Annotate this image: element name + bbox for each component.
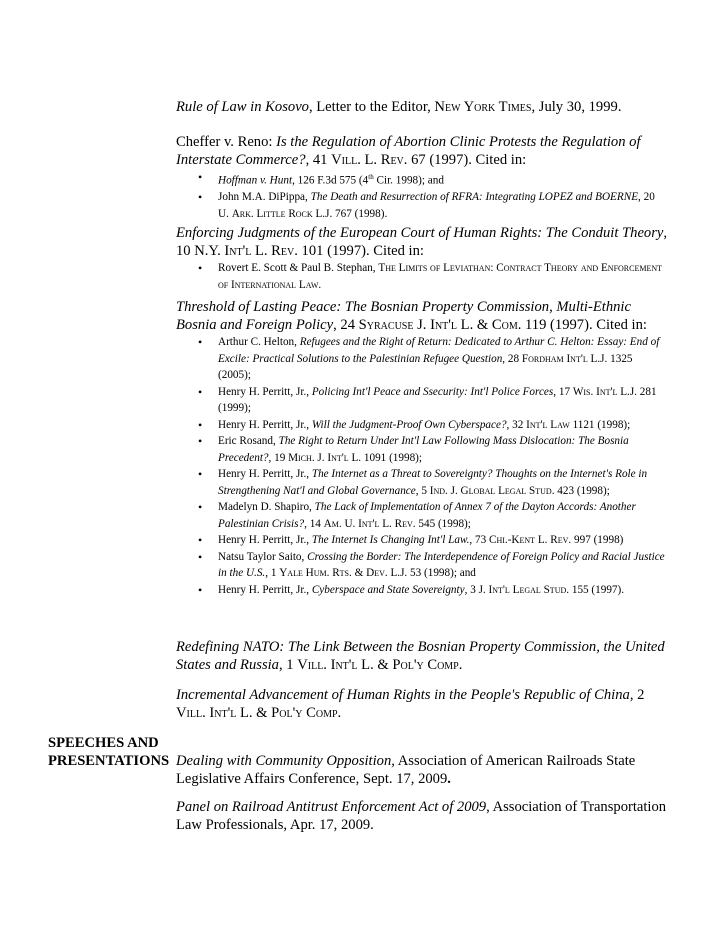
citation-text: 997 (1998) bbox=[571, 534, 624, 546]
section-heading-line: SPEECHES AND bbox=[48, 735, 159, 751]
journal-name: Int'l L. Rev. bbox=[224, 243, 298, 259]
publication-title: Threshold of Lasting Peace: The Bosnian Property Commission, Multi-Ethnic Bosnia and Foreign Policy bbox=[176, 299, 631, 333]
cited-in-list bbox=[176, 169, 668, 222]
presentation-details: , Association of Transportation Law Professionals, Apr. 17, 2009. bbox=[176, 799, 667, 833]
publication-title: Incremental Advancement of Human Rights in the People's Republic of China bbox=[176, 687, 630, 703]
list-item bbox=[176, 433, 668, 466]
journal-name: Ind. J. Global Legal Stud. bbox=[429, 484, 555, 497]
citation-text: 423 (1998); bbox=[554, 484, 610, 497]
cited-in-list bbox=[176, 334, 668, 598]
cited-in-list bbox=[176, 260, 668, 293]
publication-entry bbox=[176, 298, 668, 598]
journal-name: Am. U. Int'l L. Rev. bbox=[323, 517, 416, 530]
citation-text: , 14 bbox=[304, 517, 324, 530]
author: Henry H. Perritt, Jr., bbox=[218, 385, 312, 398]
citation-text: Cir. 1998); and bbox=[373, 174, 444, 187]
citation-text: 67 (1997). Cited in: bbox=[407, 152, 527, 168]
bullet-icon: • bbox=[198, 261, 203, 275]
article-title: Cyberspace and State Sovereignty bbox=[311, 583, 465, 596]
citation-text: L.J. 53 (1998); and bbox=[387, 567, 476, 579]
journal-name: New York Times bbox=[434, 99, 532, 115]
journal-name: Yale Hum. Rts. & Dev. bbox=[279, 567, 388, 579]
section-heading bbox=[48, 734, 169, 770]
citation-text: , 73 bbox=[469, 534, 489, 546]
citation-text: , 126 F.3d 575 (4 bbox=[292, 174, 369, 187]
article-title: The Lack of Implementation of Annex 7 of the Dayton Accords: Another Palestinian Crisis? bbox=[218, 501, 636, 530]
citation-text: 1121 (1998); bbox=[569, 418, 631, 431]
list-item bbox=[176, 169, 668, 189]
presentation-entry bbox=[176, 752, 668, 788]
list-item bbox=[176, 189, 668, 222]
article-title: Crossing the Border: The Interdependence of Foreign Policy and Racial Justice in the U.S. bbox=[218, 550, 665, 579]
citation-text: , 1 bbox=[265, 567, 280, 579]
bullet-icon: • bbox=[198, 434, 203, 448]
article-title: The Internet Is Changing Int'l Law. bbox=[311, 534, 470, 546]
citation-text: , 10 N.Y. bbox=[176, 225, 668, 259]
list-item bbox=[176, 499, 668, 532]
case-name: Cheffer v. Reno: bbox=[176, 134, 277, 150]
citation-text: 545 (1998); bbox=[415, 517, 471, 530]
citation-text: , 28 bbox=[502, 352, 522, 365]
section-heading-line: PRESENTATIONS bbox=[48, 753, 170, 769]
journal-name: Int'l Legal Stud. bbox=[488, 583, 570, 596]
publication-entry bbox=[176, 224, 668, 293]
list-item bbox=[176, 417, 668, 434]
list-item bbox=[176, 582, 668, 599]
citation-text: 119 (1997). Cited in: bbox=[521, 317, 647, 333]
list-item bbox=[176, 549, 668, 582]
publication-title: Is the Regulation of Abortion Clinic Protests the Regulation of Interstate Commerce? bbox=[176, 134, 641, 168]
journal-name: Vill. L. Rev. bbox=[331, 152, 408, 168]
citation-text: 19 bbox=[271, 451, 289, 464]
citation-text: , Letter to the Editor, bbox=[308, 99, 435, 115]
author: Henry H. Perritt, Jr., bbox=[218, 418, 312, 431]
journal-name: Syracuse bbox=[358, 317, 414, 333]
journal-name: Fordham Int'l bbox=[521, 352, 588, 365]
list-item bbox=[176, 334, 668, 384]
journal-name: Int'l bbox=[430, 317, 458, 333]
author: Henry H. Perritt, Jr., bbox=[218, 468, 312, 480]
citation-text: , 17 bbox=[553, 385, 573, 398]
citation-text: J. bbox=[413, 317, 431, 333]
article-title: Policing Int'l Peace and Ssecurity: Int'l Police Forces bbox=[311, 385, 554, 398]
list-item bbox=[176, 384, 668, 417]
list-item bbox=[176, 260, 668, 293]
citation-text: L. & bbox=[457, 317, 492, 333]
citation-text: , 5 bbox=[415, 484, 430, 497]
publication-entry bbox=[176, 686, 668, 722]
bullet-icon: • bbox=[198, 500, 203, 514]
article-title: The Internet as a Threat to Sovereignty? Thoughts on the Internet's Role in Strengthening Nat'l and Global Governance bbox=[218, 468, 648, 497]
publication-entry bbox=[176, 638, 668, 674]
journal-name: Vill. Int'l L. & Pol'y Comp. bbox=[297, 657, 463, 673]
list-item bbox=[176, 532, 668, 549]
citation-text: 155 (1997). bbox=[569, 583, 625, 596]
citation-text: , 24 bbox=[333, 317, 359, 333]
bullet-icon: • bbox=[198, 582, 203, 597]
citation-text: L.J. 281 (1999); bbox=[218, 385, 657, 414]
author: Eric Rosand, bbox=[218, 435, 279, 447]
author: Henry H. Perritt, Jr., bbox=[218, 534, 312, 546]
publication-entry bbox=[176, 133, 668, 222]
citation-text: 32 bbox=[509, 418, 527, 431]
article-title: Refugees and the Right of Return: Dedicated to Arthur C. Helton: Essay: End of Excile: Practical Solutions to the Palestinian Refugee Question bbox=[218, 336, 660, 365]
publication-title: Enforcing Judgments of the European Court of Human Rights: The Conduit Theory bbox=[176, 225, 664, 241]
journal-name: Com. bbox=[491, 317, 522, 333]
bullet-icon: • bbox=[198, 533, 203, 547]
presentation-entry bbox=[176, 798, 668, 834]
citation-text: , 1 bbox=[278, 657, 298, 673]
article-title: Will the Judgment-Proof Own Cyberspace?, bbox=[311, 418, 510, 431]
bullet-icon: • bbox=[198, 335, 203, 349]
publication-title: Rule of Law in Kosovo bbox=[176, 99, 309, 115]
author: Rovert E. Scott & Paul B. Stephan, bbox=[218, 262, 379, 274]
case-name: Hoffman v. Hunt bbox=[218, 174, 293, 187]
article-title: The Death and Resurrection of RFRA: Integrating LOPEZ and BOERNE bbox=[310, 191, 639, 204]
list-item bbox=[176, 466, 668, 499]
superscript: th bbox=[368, 173, 374, 181]
bullet-icon: • bbox=[198, 170, 203, 184]
book-title: The Limits of Leviathan: Contract Theory and Enforcement of International Law. bbox=[218, 262, 663, 291]
author: Natsu Taylor Saito, bbox=[218, 550, 308, 563]
bullet-icon: • bbox=[198, 417, 203, 432]
citation-text: , 2 bbox=[629, 687, 645, 703]
publication-title: Redefining NATO: The Link Between the Bosnian Property Commission, the United States and Russia bbox=[176, 639, 665, 673]
publication-entry bbox=[176, 98, 668, 116]
journal-name: Vill. Int'l L. & Pol'y Comp. bbox=[176, 705, 342, 721]
citation-text: L.J. 767 (1998). bbox=[312, 207, 388, 220]
author: Henry H. Perritt, Jr., bbox=[218, 583, 312, 596]
citation-text: 101 (1997). Cited in: bbox=[297, 243, 424, 259]
bullet-icon: • bbox=[198, 549, 203, 564]
citation-text: L.J. 1325 (2005); bbox=[218, 352, 633, 381]
citation-text: , 20 U. bbox=[218, 191, 655, 220]
author: Arthur C. Helton, bbox=[218, 336, 300, 348]
period: . bbox=[447, 771, 451, 787]
bullet-icon: • bbox=[198, 467, 203, 481]
journal-name: Chi.-Kent L. Rev. bbox=[489, 534, 572, 546]
journal-name: Mich. J. Int'l bbox=[288, 451, 349, 464]
presentation-details: Association of American Railroads State Legislative Affairs Conference, Sept. 17, 2009 bbox=[176, 753, 636, 787]
journal-name: Int'l Law bbox=[526, 418, 570, 431]
citation-text: , 3 J. bbox=[464, 583, 489, 596]
citation-text: , 41 bbox=[305, 152, 332, 168]
bullet-icon: • bbox=[198, 190, 203, 205]
citation-text: , July 30, 1999. bbox=[531, 99, 622, 115]
author: John M.A. DiPippa, bbox=[218, 191, 311, 204]
journal-name: Ark. Little Rock bbox=[231, 207, 313, 220]
presentation-title: Dealing with Community Opposition, bbox=[176, 753, 395, 769]
presentation-title: Panel on Railroad Antitrust Enforcement Act of 2009 bbox=[176, 799, 487, 815]
citation-text: L. 1091 (1998); bbox=[348, 451, 423, 464]
journal-name: Wis. Int'l bbox=[572, 385, 618, 398]
article-title: The Right to Return Under Int'l Law Following Mass Dislocation: The Bosnia Precedent?, bbox=[218, 435, 629, 464]
bullet-icon: • bbox=[198, 384, 203, 399]
author: Madelyn D. Shapiro, bbox=[218, 501, 315, 513]
